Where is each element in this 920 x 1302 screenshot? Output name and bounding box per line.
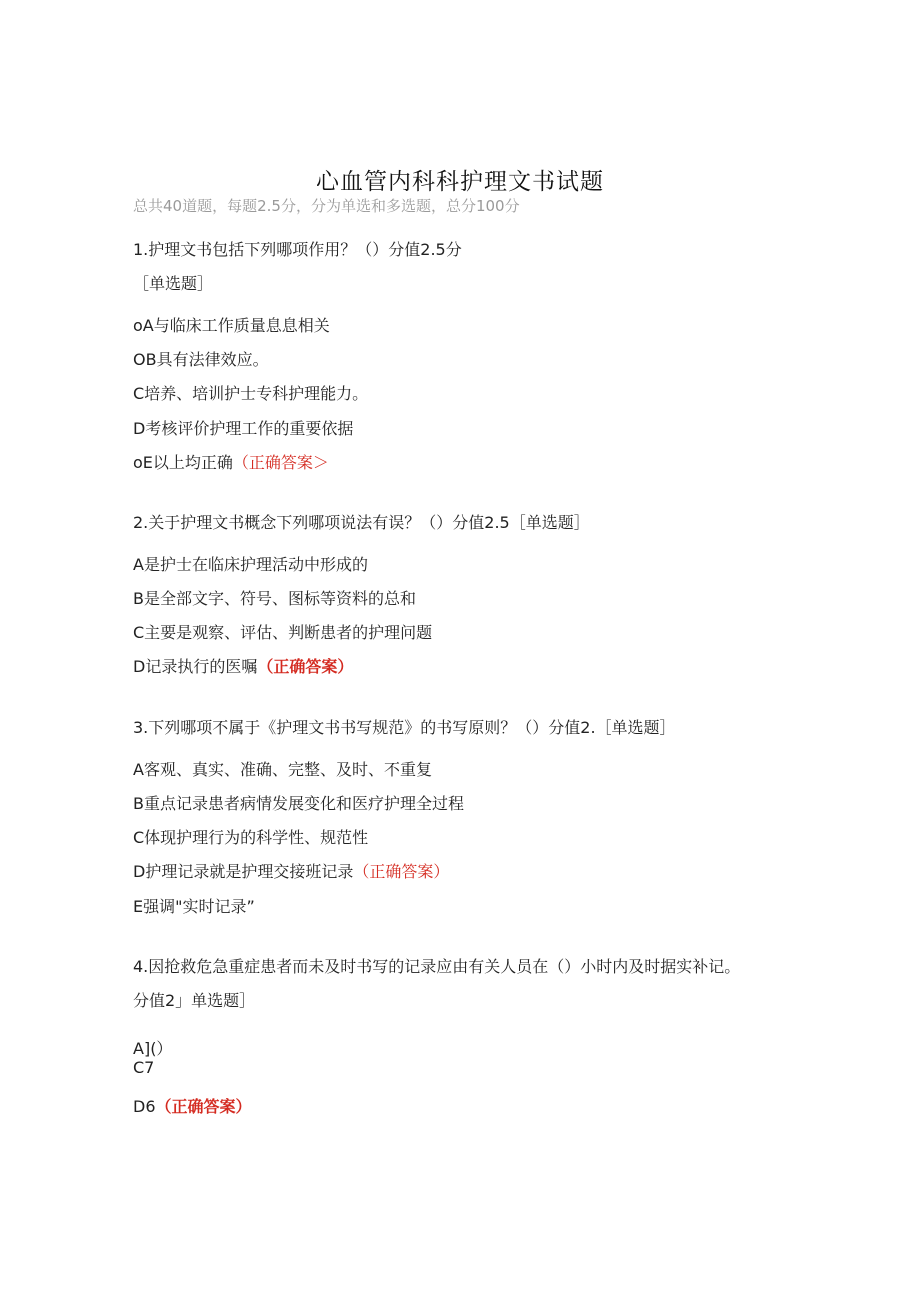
question-3-option-d[interactable] bbox=[133, 862, 449, 882]
option-text: D记录执行的医嘱 bbox=[133, 657, 258, 676]
question-1-option-d[interactable]: D考核评价护理工作的重要依据 bbox=[133, 419, 354, 438]
option-text: D6 bbox=[133, 1097, 156, 1116]
option-text: oE以上均正确 bbox=[133, 453, 233, 472]
question-4-option-c[interactable]: C7 bbox=[133, 1058, 155, 1077]
question-4-option-a[interactable]: A](） bbox=[133, 1039, 173, 1058]
question-2-option-b[interactable]: B是全部文字、符号、图标等资料的总和 bbox=[133, 589, 416, 608]
question-1-stem: 1.护理文书包括下列哪项作用？（）分值2.5分 bbox=[133, 240, 462, 259]
question-3-option-a[interactable]: A客观、真实、准确、完整、及时、不重复 bbox=[133, 760, 432, 779]
exam-summary: 总共40道题，每题2.5分，分为单选和多选题，总分100分 bbox=[133, 197, 520, 215]
correct-answer-mark: （正确答案） bbox=[353, 862, 450, 881]
question-2-option-c[interactable]: C主要是观察、评估、判断患者的护理问题 bbox=[133, 623, 433, 642]
correct-answer-mark: （正确答案） bbox=[257, 657, 354, 676]
question-1-option-a[interactable]: oA与临床工作质量息息相关 bbox=[133, 316, 330, 335]
question-1-option-c[interactable]: C培养、培训护士专科护理能力。 bbox=[133, 384, 369, 403]
option-text: D护理记录就是护理交接班记录 bbox=[133, 862, 354, 881]
question-4-option-d[interactable] bbox=[133, 1097, 252, 1117]
question-2-option-d[interactable] bbox=[133, 657, 353, 677]
correct-answer-mark: （正确答案） bbox=[155, 1097, 252, 1116]
page-title: 心血管内科科护理文书试题 bbox=[316, 169, 604, 195]
correct-answer-mark: （正确答案＞ bbox=[232, 453, 329, 472]
question-2-option-a[interactable]: A是护士在临床护理活动中形成的 bbox=[133, 555, 368, 574]
question-3-option-e[interactable]: E强调"实时记录” bbox=[133, 897, 255, 916]
question-3-option-b[interactable]: B重点记录患者病情发展变化和医疗护理全过程 bbox=[133, 794, 464, 813]
question-1-type: ［单选题］ bbox=[133, 274, 214, 293]
question-1-option-e[interactable] bbox=[133, 453, 329, 473]
question-4-stem-continued: 分值2」单选题］ bbox=[133, 991, 256, 1010]
question-4-stem: 4.因抢救危急重症患者而未及时书写的记录应由有关人员在（）小时内及时据实补记。 bbox=[133, 957, 741, 976]
question-3-option-c[interactable]: C体现护理行为的科学性、规范性 bbox=[133, 828, 369, 847]
question-1-option-b[interactable]: OB具有法律效应。 bbox=[133, 350, 269, 369]
question-2-stem: 2.关于护理文书概念下列哪项说法有误？（）分值2.5［单选题］ bbox=[133, 513, 590, 532]
question-3-stem: 3.下列哪项不属于《护理文书书写规范》的书写原则？（）分值2.［单选题］ bbox=[133, 718, 676, 737]
